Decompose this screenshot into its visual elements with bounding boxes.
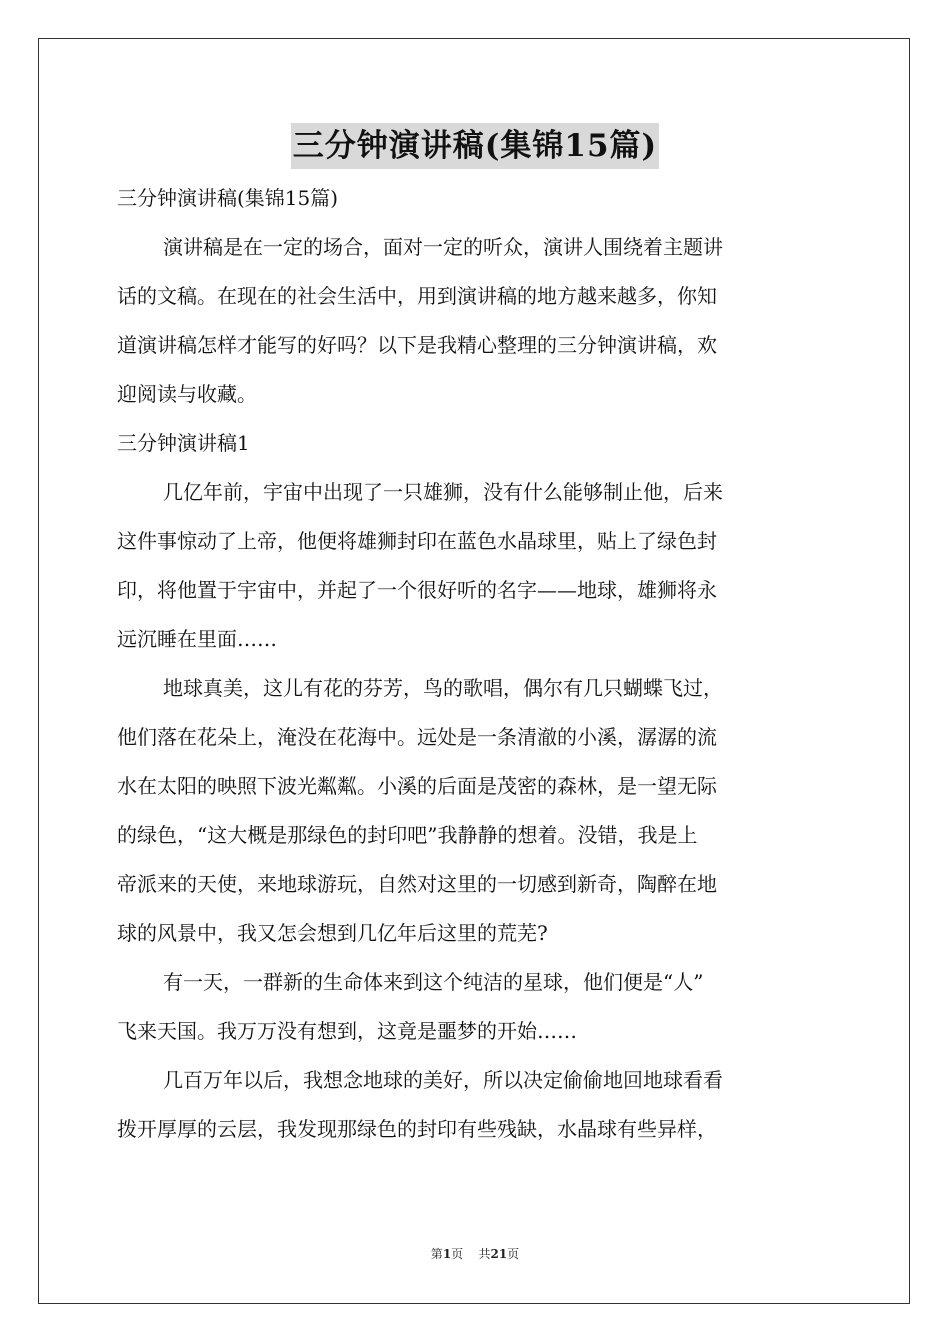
text-line: 话的文稿。在现在的社会生活中，用到演讲稿的地方越来越多，你知 [117,284,717,308]
text-line: 水在太阳的映照下波光粼粼。小溪的后面是茂密的森林，是一望无际 [117,774,717,798]
body-paragraph [117,468,833,664]
body-paragraph [117,1056,833,1154]
text-line: 帝派来的天使，来地球游玩，自然对这里的一切感到新奇，陶醉在地 [117,872,717,896]
page-number: 1 [442,1247,452,1261]
document-title: 三分钟演讲稿(集锦15篇) [291,123,659,169]
total-suffix: 页 [507,1247,520,1261]
document-subtitle: 三分钟演讲稿(集锦15篇) [117,186,339,210]
page-prefix: 第 [430,1247,443,1261]
text-line: 球的风景中，我又怎会想到几亿年后这里的荒芜? [117,921,548,945]
text-line: 这件事惊动了上帝，他便将雄狮封印在蓝色水晶球里，贴上了绿色封 [117,529,717,553]
page-suffix: 页 [451,1247,464,1261]
text-line: 拨开厚厚的云层，我发现那绿色的封印有些残缺，水晶球有些异样， [117,1117,717,1141]
text-line: 几亿年前，宇宙中出现了一只雄狮，没有什么能够制止他，后来 [163,480,723,504]
text-line: 他们落在花朵上，淹没在花海中。远处是一条清澈的小溪，潺潺的流 [117,725,717,749]
text-line: 迎阅读与收藏。 [117,382,257,406]
intro-paragraph [117,223,833,419]
body-paragraph [117,664,833,958]
text-line: 远沉睡在里面…… [117,627,277,651]
text-line: 印，将他置于宇宙中，并起了一个很好听的名字——地球，雄狮将永 [117,578,717,602]
text-line: 地球真美，这儿有花的芬芳，鸟的歌唱，偶尔有几只蝴蝶飞过， [163,676,723,700]
document-body [117,174,833,1154]
total-prefix: 共 [478,1247,491,1261]
total-pages: 21 [490,1247,508,1261]
text-line: 飞来天国。我万万没有想到，这竟是噩梦的开始…… [117,1019,577,1043]
text-line: 有一天，一群新的生命体来到这个纯洁的星球，他们便是“人” [163,970,704,994]
body-paragraph [117,958,833,1056]
text-line: 演讲稿是在一定的场合，面对一定的听众，演讲人围绕着主题讲 [163,235,723,259]
page-footer [0,1245,950,1262]
section-heading: 三分钟演讲稿1 [117,431,250,455]
text-line: 道演讲稿怎样才能写的好吗？以下是我精心整理的三分钟演讲稿，欢 [117,333,717,357]
text-line: 几百万年以后，我想念地球的美好，所以决定偷偷地回地球看看 [163,1068,723,1092]
text-line: 的绿色，“这大概是那绿色的封印吧”我静静的想着。没错，我是上 [117,823,698,847]
title-container [0,123,950,169]
